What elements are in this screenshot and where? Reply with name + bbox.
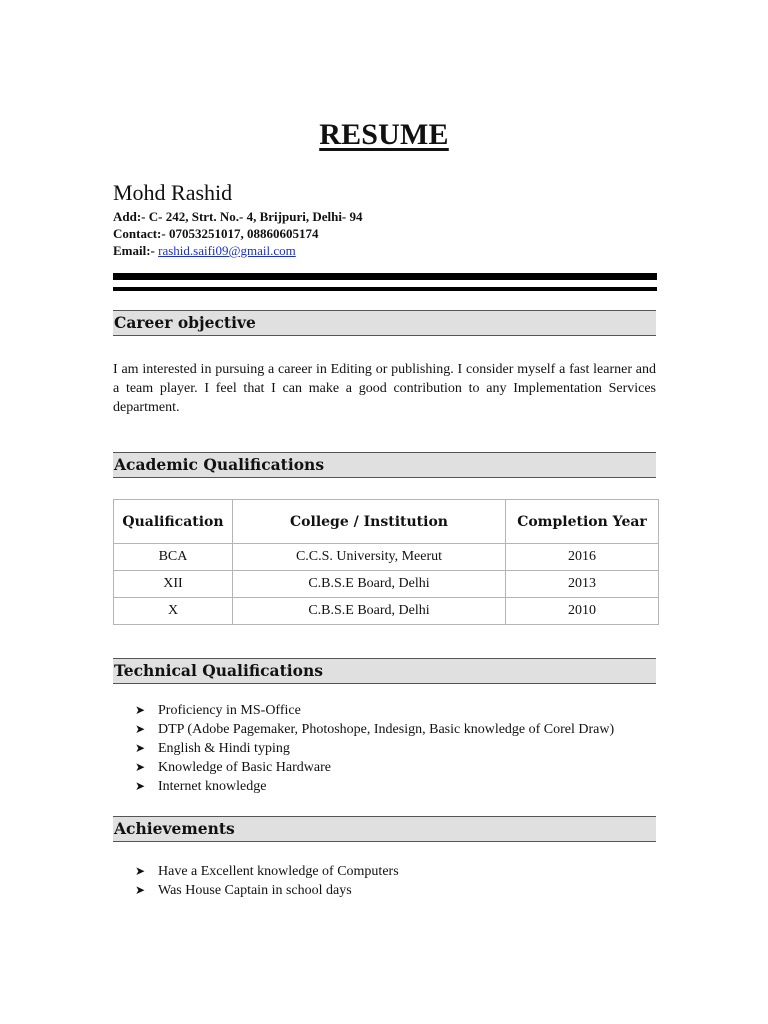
arrow-bullet-icon: ➤ bbox=[135, 741, 146, 755]
resume-title: RESUME bbox=[319, 118, 449, 151]
list-item: ➤ Have a Excellent knowledge of Computers bbox=[135, 864, 399, 879]
section-achievements: Achievements bbox=[113, 816, 656, 842]
email-label: Email:- bbox=[113, 243, 159, 258]
table-row bbox=[114, 571, 659, 598]
list-item: ➤ Proficiency in MS-Office bbox=[135, 703, 301, 718]
table-cell: BCA bbox=[114, 544, 233, 571]
table-cell: C.B.S.E Board, Delhi bbox=[233, 598, 506, 625]
header-divider-thick bbox=[113, 273, 657, 280]
column-header: Completion Year bbox=[506, 500, 659, 544]
achievements-list bbox=[135, 862, 399, 900]
table-row bbox=[114, 598, 659, 625]
arrow-bullet-icon: ➤ bbox=[135, 760, 146, 774]
technical-list bbox=[135, 701, 614, 796]
table-cell: 2016 bbox=[506, 544, 659, 571]
academic-table bbox=[113, 499, 659, 625]
list-item: ➤ Was House Captain in school days bbox=[135, 883, 352, 898]
arrow-bullet-icon: ➤ bbox=[135, 703, 146, 717]
table-row bbox=[114, 544, 659, 571]
address-line: Add:- C- 242, Strt. No.- 4, Brijpuri, Delhi- 94 bbox=[113, 209, 363, 224]
column-header: College / Institution bbox=[233, 500, 506, 544]
arrow-bullet-icon: ➤ bbox=[135, 779, 146, 793]
table-header-row bbox=[114, 500, 659, 544]
list-item: ➤ English & Hindi typing bbox=[135, 741, 290, 756]
table-cell: X bbox=[114, 598, 233, 625]
table-cell: C.C.S. University, Meerut bbox=[233, 544, 506, 571]
table-cell: 2013 bbox=[506, 571, 659, 598]
column-header: Qualification bbox=[114, 500, 233, 544]
career-objective-text: I am interested in pursuing a career in Editing or publishing. I consider myself a fast learner and a team player. I feel that I can make a good contribution to any Implementation Services department. bbox=[113, 362, 656, 415]
email-line bbox=[113, 243, 296, 259]
list-item: ➤ Internet knowledge bbox=[135, 779, 267, 794]
email-link[interactable]: rashid.saifi09@gmail.com bbox=[158, 243, 296, 258]
candidate-name: Mohd Rashid bbox=[113, 180, 233, 205]
table-cell: C.B.S.E Board, Delhi bbox=[233, 571, 506, 598]
list-item: ➤ Knowledge of Basic Hardware bbox=[135, 760, 331, 775]
section-technical-qualifications: Technical Qualifications bbox=[113, 658, 656, 684]
contact-line: Contact:- 07053251017, 08860605174 bbox=[113, 226, 319, 241]
table-cell: 2010 bbox=[506, 598, 659, 625]
arrow-bullet-icon: ➤ bbox=[135, 883, 146, 897]
arrow-bullet-icon: ➤ bbox=[135, 722, 146, 736]
table-cell: XII bbox=[114, 571, 233, 598]
section-career-objective: Career objective bbox=[113, 310, 656, 336]
list-item: ➤ DTP (Adobe Pagemaker, Photoshope, Indesign, Basic knowledge of Corel Draw) bbox=[135, 722, 615, 737]
header-divider-thin bbox=[113, 287, 657, 291]
section-academic-qualifications: Academic Qualifications bbox=[113, 452, 656, 478]
arrow-bullet-icon: ➤ bbox=[135, 864, 146, 878]
